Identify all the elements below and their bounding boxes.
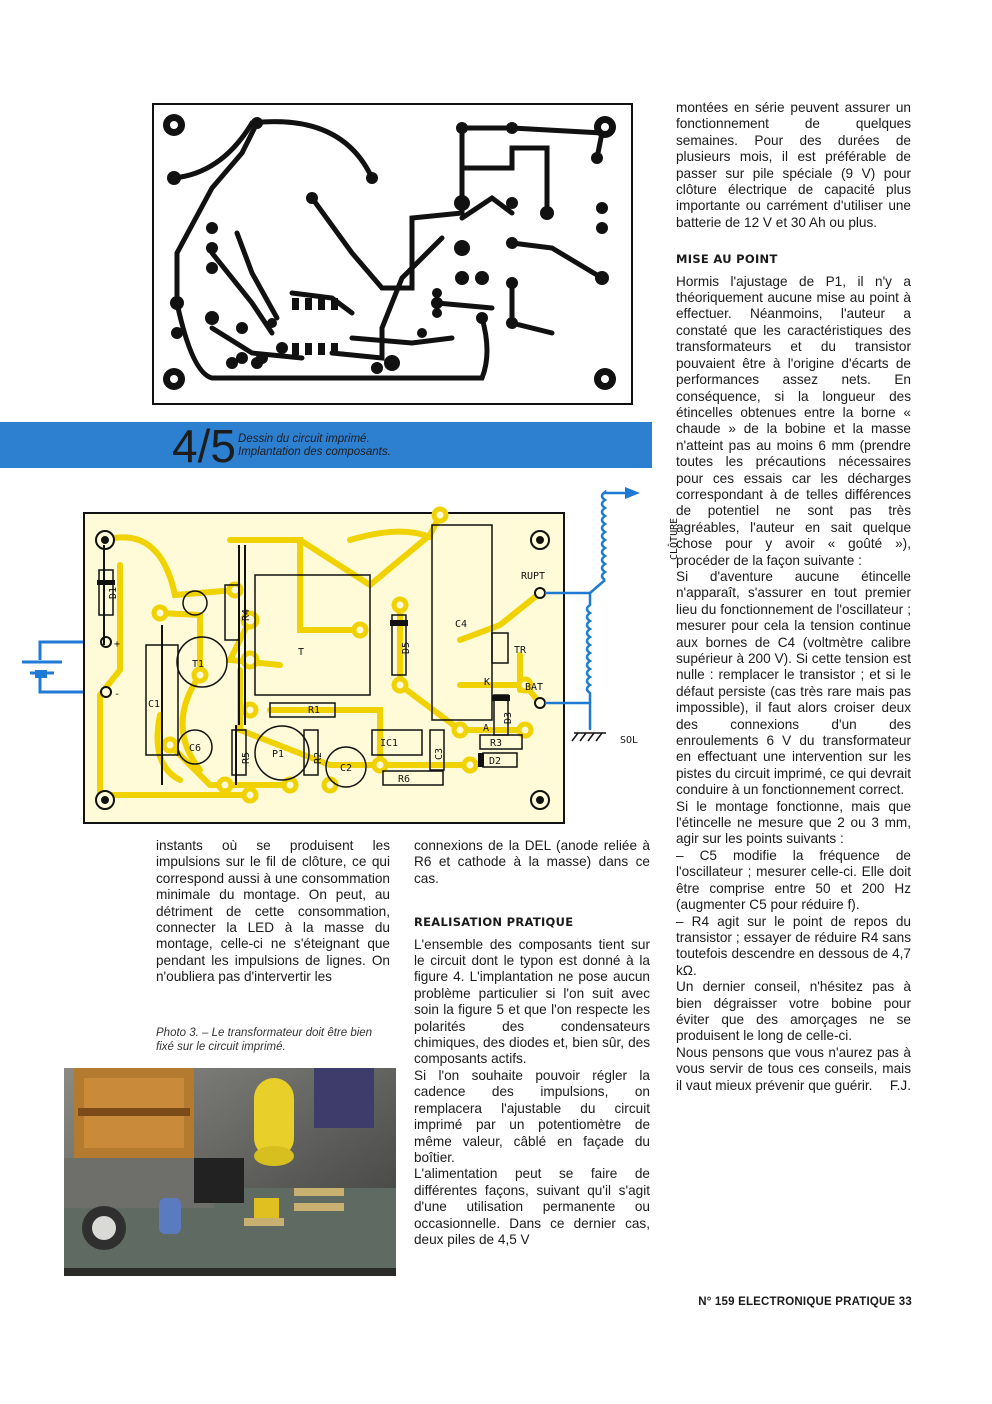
label-d1: D1 — [108, 586, 119, 599]
label-minus: - — [114, 689, 121, 700]
label-r4: R4 — [241, 608, 252, 621]
label-r1: R1 — [308, 705, 321, 716]
label-c2: C2 — [340, 763, 353, 774]
ground-symbol — [572, 733, 606, 741]
label-t: T — [298, 647, 305, 658]
col2-paragraph-3: L'alimentation peut se faire de différentes façons, suivant qu'il s'agit d'une utilisation permanente ou occasionnelle. Dans ce dernier cas, deux piles de 4,5 V — [414, 1166, 650, 1247]
label-r5: R5 — [241, 751, 252, 764]
photo-caption: Photo 3. – Le transformateur doit être bien fixé sur le circuit imprimé. — [156, 1027, 373, 1053]
label-cloture: CLÔTURE — [669, 517, 680, 560]
pcb-tracks-figure — [152, 103, 633, 405]
col3-paragraph-5: – R4 agit sur le point de repos du transistor ; essayer de réduire R4 sans toutefois descendre en dessous de 4,7 kΩ. — [676, 913, 911, 978]
label-r6: R6 — [398, 774, 411, 785]
col3-paragraph-7: Nous pensons que vous n'aurez pas à vous servir de tous ces conseils, mais il vaut mieux prévenir que guérir. — [676, 1044, 911, 1093]
col2-paragraph-1: L'ensemble des composants tient sur le circuit dont le typon est donné à la figure 4. L'implantation ne pose aucun problème particulier si l'on suit avec soin la figure 5 et que l'on respecte les polarités des condensateurs chimiques, des diodes et, bien sûr, des composants actifs. — [414, 936, 650, 1067]
component-layout-figure — [0, 485, 680, 830]
label-bat: BAT — [525, 682, 544, 693]
figure-number: 4/5 — [172, 420, 236, 472]
label-a: A — [483, 723, 490, 734]
label-r2: R2 — [313, 751, 324, 764]
photo-3-svg — [64, 1068, 396, 1276]
figure-caption-line-2: Implantation des composants. — [238, 446, 391, 458]
col3-paragraph-3: Si le montage fonctionne, mais que l'étincelle ne mesure que 2 ou 3 mm, agir sur les points suivants : — [676, 798, 911, 847]
figure-caption-line-1: Dessin du circuit imprimé. — [238, 433, 370, 445]
pcb-tracks-svg — [152, 103, 633, 405]
label-rupt: RUPT — [521, 571, 546, 582]
label-tr: TR — [514, 645, 527, 656]
col2-intro: connexions de la DEL (anode reliée à R6 et cathode à la masse) dans ce cas. — [414, 838, 650, 886]
heading-mise-au-point: MISE AU POINT — [676, 252, 778, 267]
col3-paragraph-4: – C5 modifie la fréquence de l'oscillateur ; mesurer celle-ci. Elle doit être comprise entre 50 et 200 Hz (augmenter C5 pour réduire f). — [676, 847, 911, 913]
label-c3: C3 — [434, 747, 445, 760]
label-ic1: IC1 — [380, 738, 399, 749]
label-sol: SOL — [620, 735, 639, 746]
label-k: K — [484, 677, 491, 688]
column-2 — [414, 838, 650, 1248]
col3-paragraph-1: Hormis l'ajustage de P1, il n'y a théoriquement aucune mise au point à effectuer. Néanmoins, l'auteur a constaté que les caractéristiques des transformateurs et du transistor pouvaient être à l'origine d'écarts de performances assez nets. En conséquence, si la longueur des étincelles obtenues entre la borne « chaude » de la bobine et la masse n'atteint pas au moins 6 mm (prendre toutes les précautions nécessaires pour ces essais car les décharges correspondant à de telles différences de potentiel ne sont pas très agréables, l'auteur en sait quelque chose pour y avoir « goûté »), procéder de la façon suivante : — [676, 273, 911, 568]
label-c1: C1 — [148, 699, 161, 710]
label-plus: + — [114, 639, 121, 650]
label-c4: C4 — [455, 619, 468, 630]
col3-paragraph-6: Un dernier conseil, n'hésitez pas à bien dégraisser votre bobine pour éviter que des amorçages ne se produisent le long de celle-ci. — [676, 979, 911, 1044]
heading-realisation: REALISATION PRATIQUE — [414, 915, 574, 930]
label-p1: P1 — [272, 749, 285, 760]
label-c6: C6 — [189, 743, 202, 754]
column-3 — [676, 100, 911, 1094]
col3-paragraph-2: Si d'aventure aucune étincelle n'apparaît, s'assurer en tout premier lieu du fonctionnement de l'oscillateur ; mesurer pour cela la tension continue aux bornes de C4 (voltmètre calibre supérieur à 200 V). Si cette tension est nulle : remplacer le transistor ; et si le défaut persiste (cas très rare mais pas impossible), il faut alors croiser deux des connexions d'un des enroulements 6 V du transformateur en effectuant une intervention sur les pistes du circuit imprimé, ce qui devrait conduire à un fonctionnement correct. — [676, 568, 911, 798]
column-1 — [156, 838, 390, 986]
col2-paragraph-2: Si l'on souhaite pouvoir régler la cadence des impulsions, on remplacera l'ajustable du circuit imprimé par un potentiomètre de même valeur, câblé en façade du boîtier. — [414, 1067, 650, 1165]
label-r3: R3 — [490, 738, 503, 749]
label-d3: D3 — [503, 711, 514, 724]
cloture-arrow — [625, 487, 640, 499]
battery-symbol — [35, 670, 47, 678]
signature: F.J. — [889, 1077, 911, 1093]
label-t1: T1 — [192, 659, 205, 670]
page-footer: N° 159 ELECTRONIQUE PRATIQUE 33 — [698, 1296, 912, 1308]
col1-paragraph: instants où se produisent les impulsions sur le fil de clôture, ce qui correspond aussi à une consommation minimale du montage. On peut, au détriment de cette consommation, connecter la LED à la masse du montage, celle-ci ne s'éteignant que pendant les impulsions de lignes. On n'oubliera pas d'intervertir les — [156, 838, 390, 985]
label-d5: D5 — [401, 641, 412, 654]
photo-3 — [64, 1068, 396, 1276]
label-d2: D2 — [489, 756, 502, 767]
component-layout-svg — [0, 485, 680, 830]
col3-intro: montées en série peuvent assurer un fonctionnement de quelques semaines. Pour des durées de plusieurs mois, il est préférable de passer sur pile spéciale (9 V) pour clôture électrique de capacité plus importante ou carrément d'utiliser une batterie de 12 V et 30 Ah ou plus. — [676, 100, 911, 230]
